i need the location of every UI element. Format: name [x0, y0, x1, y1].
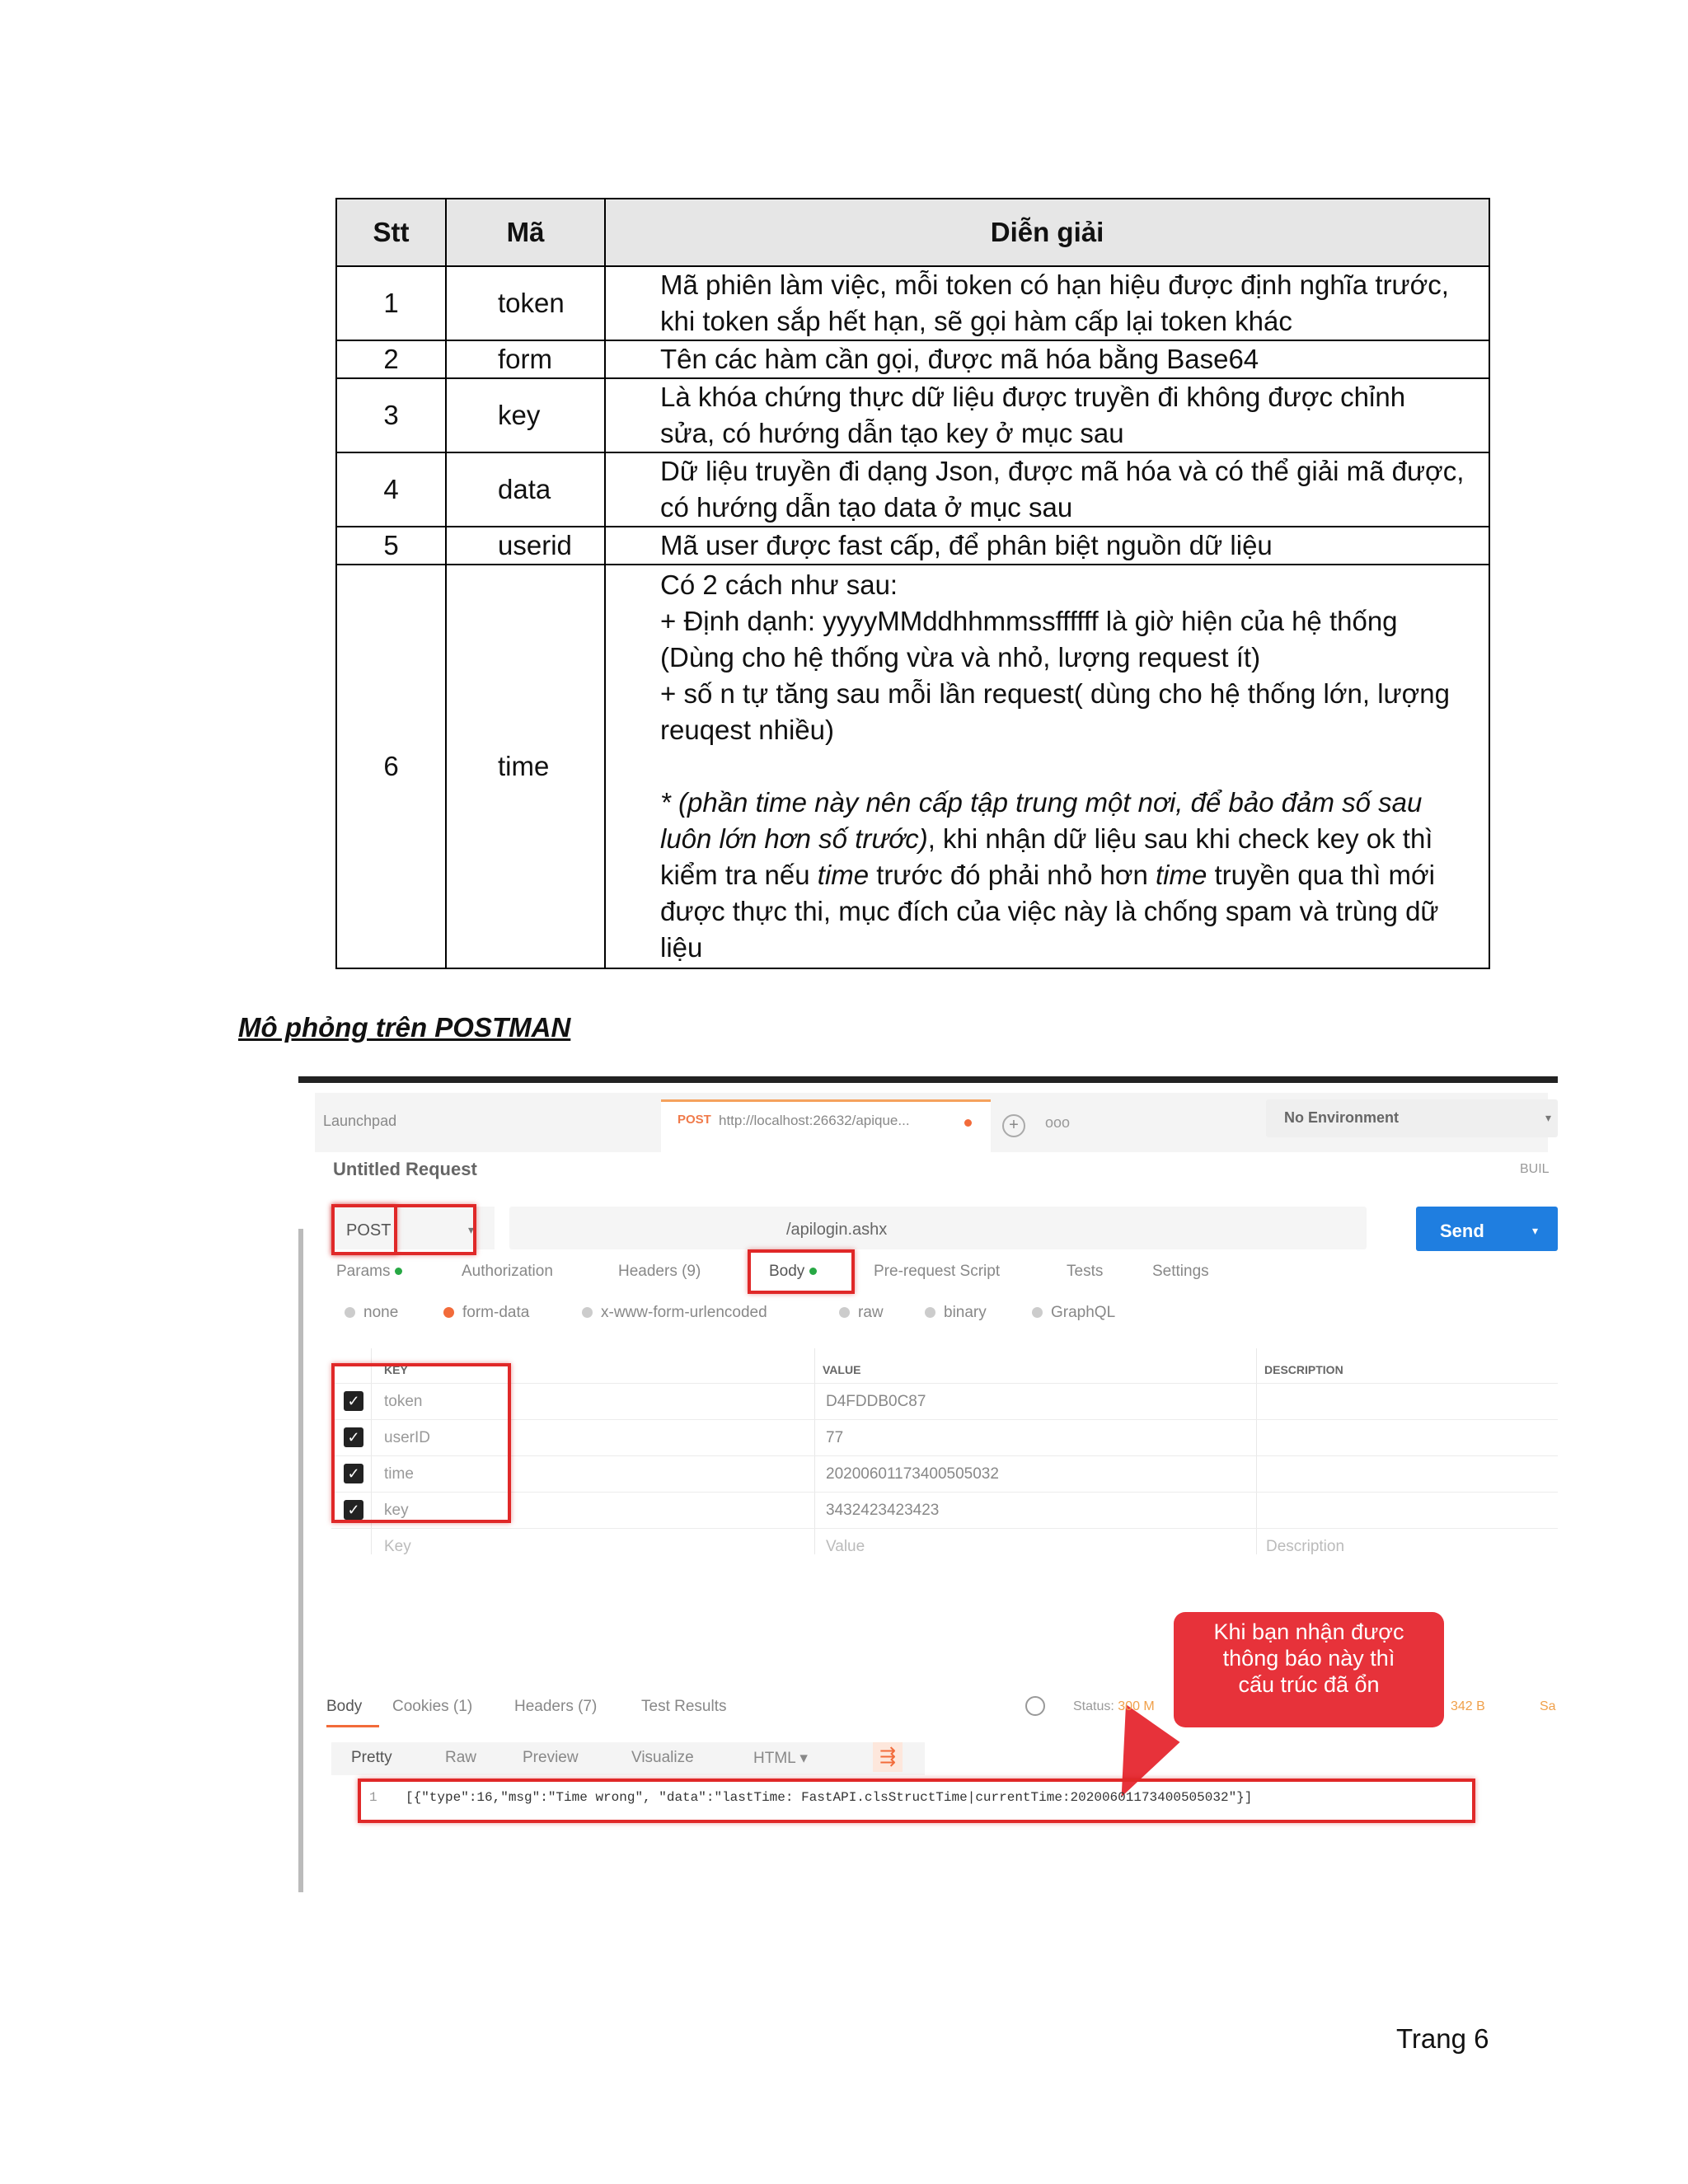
row-stt: 5: [336, 527, 446, 565]
table-row: [336, 378, 1489, 452]
row-description: [605, 340, 1489, 378]
globe-icon: [1025, 1696, 1045, 1716]
kv-divider: [814, 1348, 815, 1554]
view-tab-raw[interactable]: Raw: [445, 1749, 477, 1766]
kv-header-description: DESCRIPTION: [1264, 1363, 1343, 1376]
desc-line: Là khóa chứng thực dữ liệu được truyền đi không được chỉnh: [660, 382, 1406, 412]
response-size: 342 B: [1451, 1699, 1485, 1713]
desc-line: khi token sắp hết hạn, sẽ gọi hàm cấp lại token khác: [660, 306, 1292, 336]
checkbox-checked-icon[interactable]: ✓: [344, 1464, 363, 1483]
status-value: 300 M: [1118, 1699, 1155, 1713]
highlight-body-tab: [748, 1249, 855, 1294]
kv-row-divider: [331, 1528, 1558, 1529]
kv-row-divider: [331, 1492, 1558, 1493]
row-code: userid: [446, 527, 605, 565]
callout-bubble: [1174, 1612, 1444, 1727]
response-tab-test-results[interactable]: Test Results: [641, 1698, 727, 1715]
kv-row-divider: [331, 1455, 1558, 1456]
desc-line: [660, 857, 1480, 893]
desc-line: Tên các hàm cần gọi, được mã hóa bằng Base64: [660, 344, 1259, 374]
kv-value[interactable]: 3432423423423: [826, 1502, 940, 1519]
tab-body[interactable]: Body: [769, 1263, 817, 1281]
header-description: Diễn giải: [605, 199, 1489, 266]
header-code: Mã: [446, 199, 605, 266]
kv-row-divider: [331, 1383, 1558, 1384]
checkbox-checked-icon[interactable]: ✓: [344, 1427, 363, 1447]
request-title: Untitled Request: [333, 1159, 477, 1179]
table-row: [336, 452, 1489, 527]
url-text: /apilogin.ashx: [786, 1221, 888, 1239]
tab-launchpad[interactable]: Launchpad: [323, 1113, 397, 1129]
radio-selected-icon: [443, 1307, 454, 1318]
row-stt: 6: [336, 565, 446, 968]
radio-raw[interactable]: raw: [839, 1304, 884, 1322]
desc-line: Mã phiên làm việc, mỗi token có hạn hiệu được định nghĩa trước,: [660, 269, 1449, 300]
screenshot-left-border: [298, 1229, 303, 1892]
radio-x-www-form-urlencoded[interactable]: x-www-form-urlencoded: [582, 1304, 767, 1322]
kv-header-value: VALUE: [823, 1363, 861, 1376]
chevron-down-icon: ▾: [799, 1750, 808, 1767]
value-placeholder[interactable]: Value: [826, 1538, 865, 1555]
highlight-kv-keys: [331, 1363, 511, 1523]
row-stt: 1: [336, 266, 446, 340]
radio-graphql[interactable]: GraphQL: [1032, 1304, 1115, 1322]
checkbox-checked-icon[interactable]: ✓: [344, 1391, 363, 1411]
view-tab-pretty[interactable]: Pretty: [351, 1749, 392, 1766]
table-row: [336, 340, 1489, 378]
italic-note: luôn lớn hơn số trước): [660, 823, 928, 854]
kv-key[interactable]: userID: [384, 1429, 430, 1446]
chevron-down-icon: ▾: [468, 1223, 475, 1236]
response-code-line[interactable]: [{"type":16,"msg":"Time wrong", "data":"lastTime: FastAPI.clsStructTime|currentTime:20200601173400505032"}]: [406, 1790, 1253, 1805]
radio-icon: [345, 1307, 355, 1318]
save-response-button[interactable]: Sa: [1540, 1699, 1556, 1713]
table-header-row: [336, 199, 1489, 266]
kv-row-divider: [331, 1419, 1558, 1420]
row-code: token: [446, 266, 605, 340]
desc-line: Dữ liệu truyền đi dạng Json, được mã hóa và có thể giải mã được,: [660, 456, 1465, 486]
kv-key[interactable]: key: [384, 1502, 409, 1519]
environment-label: No Environment: [1284, 1109, 1400, 1126]
kv-value[interactable]: D4FDDB0C87: [826, 1393, 926, 1410]
desc-line: Mã user được fast cấp, để phân biệt nguồn dữ liệu: [660, 530, 1273, 560]
wrap-lines-icon[interactable]: ⇶: [873, 1742, 903, 1772]
kv-key[interactable]: token: [384, 1393, 423, 1410]
kv-divider: [1256, 1348, 1257, 1554]
chevron-down-icon[interactable]: ▾: [1532, 1224, 1539, 1237]
desc-line: được thực thi, mục đích của việc này là chống spam và trùng dữ: [660, 896, 1439, 926]
postman-screenshot: [298, 1076, 1558, 1892]
checkbox-checked-icon[interactable]: ✓: [344, 1500, 363, 1520]
status-info: Status: 300 M: [1073, 1699, 1155, 1713]
row-description: [605, 266, 1489, 340]
tab-params[interactable]: Params: [336, 1263, 402, 1281]
desc-line: Có 2 cách như sau:: [660, 569, 898, 600]
desc-line: [660, 785, 1480, 821]
row-stt: 2: [336, 340, 446, 378]
table-row: [336, 266, 1489, 340]
screenshot-top-border: [298, 1076, 1558, 1083]
row-code: data: [446, 452, 605, 527]
header-stt: Stt: [336, 199, 446, 266]
build-label[interactable]: BUIL: [1520, 1162, 1550, 1176]
active-dot-icon: [395, 1268, 402, 1275]
note-text: trước đó phải nhỏ hơn: [869, 860, 1156, 890]
callout-line: thông báo này thì: [1222, 1646, 1395, 1671]
row-stt: 3: [336, 378, 446, 452]
tab-tests[interactable]: Tests: [1067, 1263, 1104, 1280]
italic-term: time: [1156, 860, 1207, 890]
kv-value[interactable]: 20200601173400505032: [826, 1465, 999, 1483]
kv-header-key: KEY: [384, 1363, 408, 1376]
kv-value[interactable]: 77: [826, 1429, 844, 1446]
view-tab-preview[interactable]: Preview: [523, 1749, 579, 1766]
radio-icon: [1032, 1307, 1043, 1318]
active-tab-underline: [326, 1725, 379, 1727]
italic-note: * (phần time này nên cấp tập trung một nơi, để bảo đảm số sau: [660, 787, 1423, 818]
callout-line: cấu trúc đã ổn: [1238, 1672, 1380, 1697]
table-row: [336, 527, 1489, 565]
page-number: Trang 6: [1396, 2023, 1489, 2054]
radio-icon: [839, 1307, 850, 1318]
callout-line: Khi bạn nhận được: [1213, 1619, 1404, 1644]
radio-binary[interactable]: binary: [925, 1304, 987, 1322]
italic-term: time: [817, 860, 870, 890]
note-text: kiểm tra nếu: [660, 860, 818, 890]
tab-url-label: http://localhost:26632/apique...: [719, 1113, 910, 1128]
desc-line: (Dùng cho hệ thống vừa và nhỏ, lượng request ít): [660, 642, 1261, 673]
row-description: [605, 452, 1489, 527]
response-tab-cookies[interactable]: Cookies (1): [392, 1698, 473, 1715]
highlight-method-outer: [331, 1204, 476, 1255]
section-heading: Mô phỏng trên POSTMAN: [238, 1012, 571, 1043]
row-stt: 4: [336, 452, 446, 527]
note-text: truyền qua thì mới: [1207, 860, 1435, 890]
desc-line: + số n tự tăng sau mỗi lần request( dùng cho hệ thống lớn, lượng: [660, 678, 1450, 709]
key-placeholder[interactable]: Key: [384, 1538, 411, 1555]
note-text: , khi nhận dữ liệu sau khi check key ok thì: [927, 823, 1433, 854]
format-select[interactable]: HTML ▾: [753, 1750, 808, 1767]
radio-none[interactable]: none: [345, 1304, 398, 1322]
definitions-table: [335, 198, 1490, 969]
tab-settings[interactable]: Settings: [1152, 1263, 1209, 1280]
tab-authorization[interactable]: Authorization: [462, 1263, 553, 1280]
radio-icon: [925, 1307, 935, 1318]
kv-key[interactable]: time: [384, 1465, 414, 1483]
row-code: time: [446, 565, 605, 968]
view-tab-visualize[interactable]: Visualize: [631, 1749, 694, 1766]
row-code: key: [446, 378, 605, 452]
desc-line: sửa, có hướng dẫn tạo key ở mục sau: [660, 418, 1124, 448]
plus-icon[interactable]: +: [1002, 1114, 1025, 1137]
desc-line: + Định dạnh: yyyyMMddhhmmssffffff là giờ hiện của hệ thống: [660, 606, 1398, 636]
desc-line: [660, 821, 1480, 857]
more-tabs-icon[interactable]: ooo: [1045, 1114, 1071, 1131]
line-number: 1: [369, 1790, 377, 1805]
tab-headers[interactable]: Headers (9): [618, 1263, 701, 1280]
send-label: Send: [1440, 1221, 1484, 1241]
method-label: POST: [346, 1221, 392, 1240]
row-description: [605, 378, 1489, 452]
chevron-down-icon: ▾: [1545, 1111, 1552, 1124]
row-description: [605, 565, 1489, 968]
highlight-response: [358, 1779, 1475, 1823]
response-tab-headers[interactable]: Headers (7): [514, 1698, 598, 1715]
desc-line: reuqest nhiều): [660, 715, 834, 745]
radio-form-data[interactable]: form-data: [443, 1304, 529, 1322]
url-input[interactable]: [509, 1207, 1367, 1249]
view-tabs-bar: [331, 1742, 925, 1775]
tab-method-label: POST: [678, 1113, 711, 1127]
desc-line: liệu: [660, 932, 703, 963]
radio-icon: [582, 1307, 593, 1318]
unsaved-dot-icon: [964, 1119, 972, 1127]
desc-line: có hướng dẫn tạo data ở mục sau: [660, 492, 1073, 523]
response-tab-body[interactable]: Body: [326, 1698, 363, 1715]
row-description: [605, 527, 1489, 565]
description-placeholder[interactable]: Description: [1266, 1538, 1345, 1555]
blank-line: [660, 748, 1480, 785]
row-code: form: [446, 340, 605, 378]
tab-pre-request-script[interactable]: Pre-request Script: [874, 1263, 1001, 1280]
table-row: [336, 565, 1489, 968]
